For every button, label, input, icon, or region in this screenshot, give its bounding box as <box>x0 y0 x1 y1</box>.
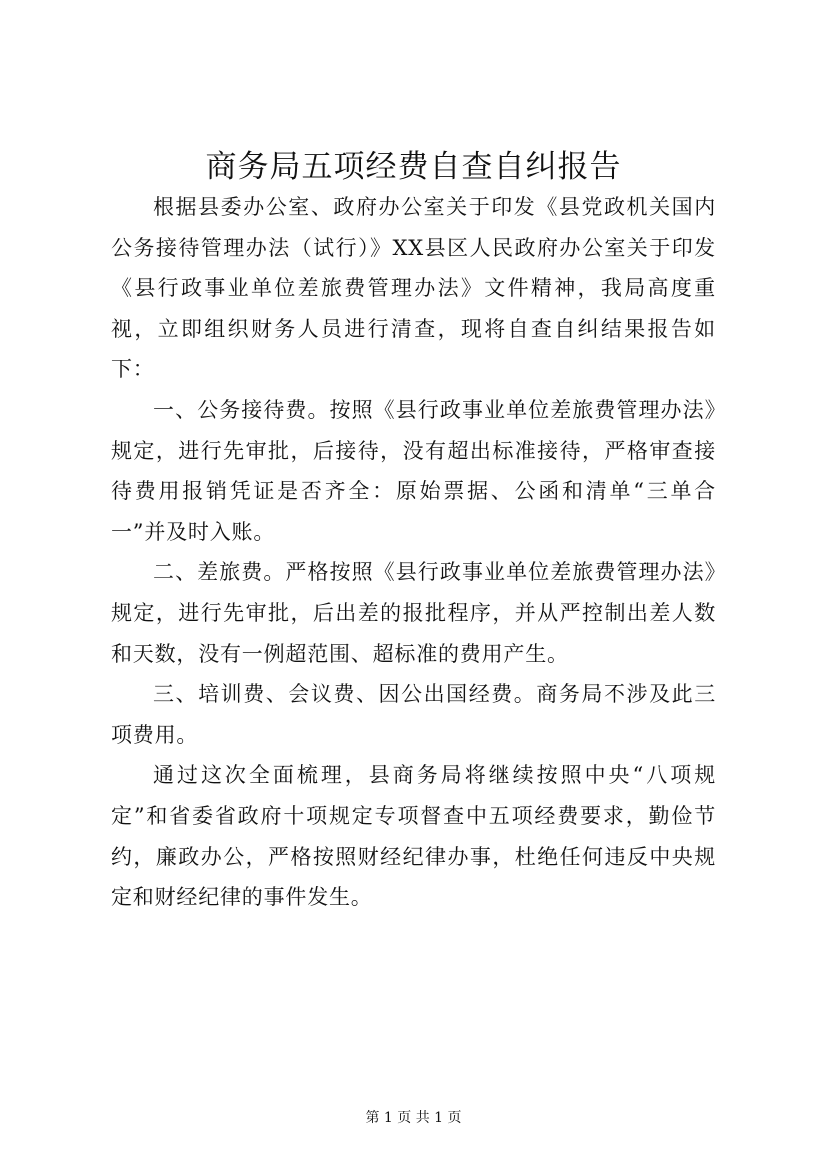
document-body <box>111 187 716 918</box>
intro-paragraph: 根据县委办公室、政府办公室关于印发《县党政机关国内公务接待管理办法（试行）》XX县区人民政府办公室关于印发《县行政事业单位差旅费管理办法》文件精神，我局高度重视，立即组织财务人员进行清查，现将自查自纠结果报告如下： <box>111 195 716 382</box>
travel-fee-paragraph: 二、差旅费。严格按照《县行政事业单位差旅费管理办法》规定，进行先审批，后出差的报批程序，并从严控制出差人数和天数，没有一例超范围、超标准的费用产生。 <box>111 560 716 666</box>
document-title: 商务局五项经费自查自纠报告 <box>205 149 622 185</box>
reception-fee-paragraph: 一、公务接待费。按照《县行政事业单位差旅费管理办法》规定，进行先审批，后接待，没有超出标准接待，严格审查接待费用报销凭证是否齐全：原始票据、公函和清单“三单合一”并及时入账。 <box>111 397 716 544</box>
page-number-footer: 第 1 页 共 1 页 <box>365 1110 462 1126</box>
conclusion-paragraph: 通过这次全面梳理，县商务局将继续按照中央“八项规定”和省委省政府十项规定专项督查中五项经费要求，勤俭节约，廉政办公，严格按照财经纪律办事，杜绝任何违反中央规定和财经纪律的事件发生。 <box>111 763 716 910</box>
training-meeting-fee-paragraph: 三、培训费、会议费、因公出国经费。商务局不涉及此三项费用。 <box>111 682 716 747</box>
